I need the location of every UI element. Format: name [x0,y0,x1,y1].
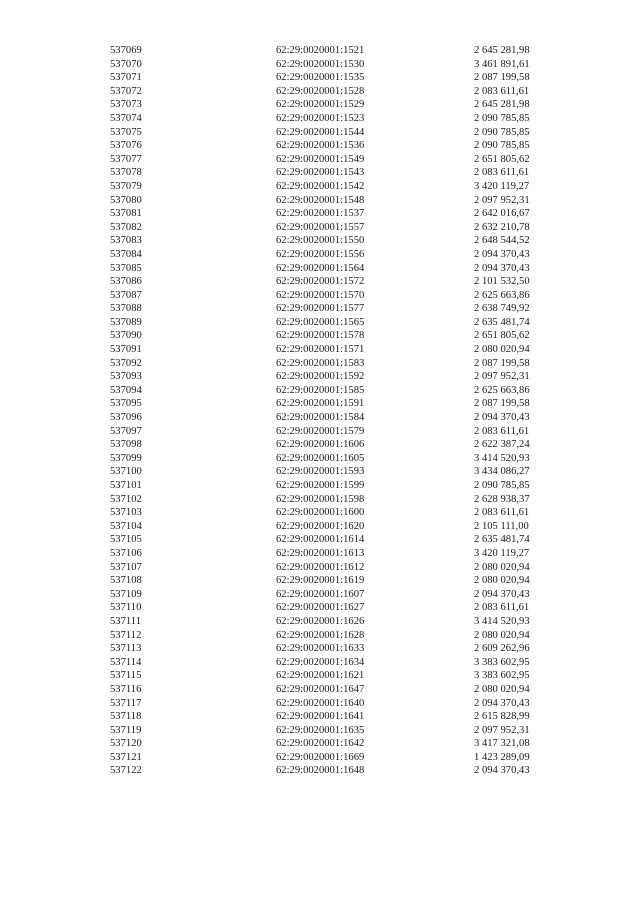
cadastral-number: 62:29:0020001:1621 [276,670,365,682]
row-number: 537070 [110,58,142,70]
cadastral-number: 62:29:0020001:1592 [276,371,365,383]
cadastral-value: 2 622 387,24 [474,439,530,451]
cadastral-number: 62:29:0020001:1572 [276,276,365,288]
row-number: 537084 [110,248,142,260]
table-row [0,533,640,547]
table-row [0,126,640,140]
row-number: 537075 [110,126,142,138]
cadastral-value: 2 645 281,98 [474,45,530,56]
table-row [0,248,640,262]
cadastral-number: 62:29:0020001:1521 [276,45,365,56]
row-number: 537087 [110,289,142,301]
cadastral-number: 62:29:0020001:1529 [276,99,365,111]
cadastral-value: 2 635 481,74 [474,316,530,328]
cadastral-value: 2 097 952,31 [474,371,530,383]
table-row [0,397,640,411]
row-number: 537110 [110,602,142,614]
row-number: 537099 [110,452,142,464]
table-row [0,588,640,602]
row-number: 537114 [110,656,142,668]
data-table [0,44,640,778]
row-number: 537116 [110,683,142,695]
row-number: 537117 [110,697,142,709]
cadastral-value: 2 090 785,85 [474,126,530,138]
cadastral-value: 2 090 785,85 [474,140,530,152]
cadastral-value: 2 609 262,96 [474,643,530,655]
cadastral-number: 62:29:0020001:1543 [276,167,365,179]
row-number: 537111 [110,615,141,627]
cadastral-value: 3 383 602,95 [474,656,530,668]
cadastral-value: 3 434 086,27 [474,466,530,478]
cadastral-value: 2 080 020,94 [474,629,530,641]
table-row [0,329,640,343]
cadastral-number: 62:29:0020001:1634 [276,656,365,668]
row-number: 537115 [110,670,142,682]
table-row [0,357,640,371]
cadastral-number: 62:29:0020001:1577 [276,303,365,315]
table-row [0,574,640,588]
cadastral-value: 2 094 370,43 [474,588,530,600]
table-row [0,289,640,303]
row-number: 537104 [110,520,142,532]
table-row [0,683,640,697]
table-row [0,411,640,425]
row-number: 537082 [110,221,142,233]
row-number: 537119 [110,724,142,736]
table-row [0,561,640,575]
row-number: 537080 [110,194,142,206]
cadastral-number: 62:29:0020001:1607 [276,588,365,600]
table-row [0,615,640,629]
table-row [0,85,640,99]
cadastral-value: 3 414 520,93 [474,452,530,464]
row-number: 537095 [110,398,142,410]
cadastral-value: 2 615 828,99 [474,711,530,723]
cadastral-number: 62:29:0020001:1619 [276,575,365,587]
cadastral-value: 2 087 199,58 [474,72,530,84]
cadastral-number: 62:29:0020001:1578 [276,330,365,342]
row-number: 537073 [110,99,142,111]
cadastral-number: 62:29:0020001:1548 [276,194,365,206]
table-row [0,629,640,643]
table-row [0,262,640,276]
cadastral-number: 62:29:0020001:1584 [276,412,365,424]
table-row [0,669,640,683]
table-row [0,384,640,398]
row-number: 537091 [110,344,142,356]
table-row [0,302,640,316]
row-number: 537106 [110,547,142,559]
table-row [0,275,640,289]
cadastral-value: 2 648 544,52 [474,235,530,247]
table-row [0,194,640,208]
cadastral-number: 62:29:0020001:1537 [276,208,365,220]
cadastral-value: 2 087 199,58 [474,357,530,369]
cadastral-value: 2 087 199,58 [474,398,530,410]
cadastral-number: 62:29:0020001:1606 [276,439,365,451]
table-row [0,221,640,235]
cadastral-number: 62:29:0020001:1570 [276,289,365,301]
cadastral-value: 2 638 749,92 [474,303,530,315]
cadastral-value: 2 083 611,61 [474,167,530,179]
table-row [0,139,640,153]
cadastral-number: 62:29:0020001:1614 [276,534,365,546]
cadastral-value: 2 105 111,00 [474,520,529,532]
cadastral-value: 2 080 020,94 [474,683,530,695]
row-number: 537078 [110,167,142,179]
row-number: 537118 [110,711,142,723]
cadastral-number: 62:29:0020001:1620 [276,520,365,532]
cadastral-value: 2 642 016,67 [474,208,530,220]
table-row [0,44,640,58]
cadastral-value: 2 094 370,43 [474,262,530,274]
table-row [0,506,640,520]
row-number: 537089 [110,316,142,328]
table-row [0,751,640,765]
row-number: 537076 [110,140,142,152]
cadastral-value: 2 635 481,74 [474,534,530,546]
table-row [0,98,640,112]
table-row [0,112,640,126]
row-number: 537069 [110,45,142,56]
cadastral-value: 2 094 370,43 [474,697,530,709]
row-number: 537085 [110,262,142,274]
table-row [0,58,640,72]
cadastral-number: 62:29:0020001:1613 [276,547,365,559]
cadastral-number: 62:29:0020001:1583 [276,357,365,369]
cadastral-number: 62:29:0020001:1642 [276,738,365,750]
cadastral-value: 3 461 891,61 [474,58,530,70]
table-row [0,642,640,656]
cadastral-value: 2 651 805,62 [474,330,530,342]
table-row [0,465,640,479]
row-number: 537097 [110,425,142,437]
cadastral-number: 62:29:0020001:1599 [276,480,365,491]
cadastral-value: 2 083 611,61 [474,602,530,614]
cadastral-value: 1 423 289,09 [474,751,530,763]
cadastral-value: 2 651 805,62 [474,153,530,165]
cadastral-number: 62:29:0020001:1544 [276,126,365,138]
cadastral-number: 62:29:0020001:1556 [276,248,365,260]
cadastral-value: 2 080 020,94 [474,344,530,356]
cadastral-number: 62:29:0020001:1640 [276,697,365,709]
table-row [0,601,640,615]
row-number: 537086 [110,276,142,288]
cadastral-value: 3 420 119,27 [474,547,530,559]
cadastral-number: 62:29:0020001:1627 [276,602,365,614]
cadastral-number: 62:29:0020001:1550 [276,235,365,247]
cadastral-number: 62:29:0020001:1530 [276,58,365,70]
cadastral-number: 62:29:0020001:1549 [276,153,365,165]
table-row [0,166,640,180]
table-row [0,656,640,670]
row-number: 537108 [110,575,142,587]
cadastral-number: 62:29:0020001:1598 [276,493,365,505]
cadastral-number: 62:29:0020001:1542 [276,180,365,192]
row-number: 537093 [110,371,142,383]
cadastral-number: 62:29:0020001:1565 [276,316,365,328]
row-number: 537098 [110,439,142,451]
cadastral-number: 62:29:0020001:1626 [276,615,365,627]
row-number: 537121 [110,751,142,763]
row-number: 537109 [110,588,142,600]
row-number: 537100 [110,466,142,478]
cadastral-value: 2 083 611,61 [474,507,530,519]
cadastral-value: 2 094 370,43 [474,412,530,424]
table-row [0,710,640,724]
table-row [0,547,640,561]
table-row [0,697,640,711]
table-row [0,343,640,357]
row-number: 537120 [110,738,142,750]
cadastral-value: 3 383 602,95 [474,670,530,682]
cadastral-number: 62:29:0020001:1612 [276,561,365,573]
cadastral-number: 62:29:0020001:1605 [276,452,365,464]
row-number: 537092 [110,357,142,369]
cadastral-value: 2 625 663,86 [474,384,530,396]
row-number: 537103 [110,507,142,519]
cadastral-number: 62:29:0020001:1648 [276,765,365,777]
cadastral-value: 2 097 952,31 [474,724,530,736]
cadastral-value: 2 645 281,98 [474,99,530,111]
table-row [0,764,640,778]
cadastral-value: 2 632 210,78 [474,221,530,233]
row-number: 537107 [110,561,142,573]
table-row [0,153,640,167]
cadastral-number: 62:29:0020001:1535 [276,72,365,84]
table-row [0,724,640,738]
cadastral-value: 2 101 532,50 [474,276,530,288]
cadastral-number: 62:29:0020001:1591 [276,398,365,410]
cadastral-number: 62:29:0020001:1593 [276,466,365,478]
table-row [0,71,640,85]
cadastral-number: 62:29:0020001:1669 [276,751,365,763]
row-number: 537101 [110,480,142,491]
row-number: 537088 [110,303,142,315]
cadastral-number: 62:29:0020001:1557 [276,221,365,233]
table-row [0,438,640,452]
cadastral-number: 62:29:0020001:1585 [276,384,365,396]
row-number: 537083 [110,235,142,247]
cadastral-number: 62:29:0020001:1564 [276,262,365,274]
cadastral-number: 62:29:0020001:1628 [276,629,365,641]
cadastral-value: 3 417 321,08 [474,738,530,750]
cadastral-value: 2 080 020,94 [474,575,530,587]
cadastral-number: 62:29:0020001:1647 [276,683,365,695]
table-row [0,479,640,493]
cadastral-number: 62:29:0020001:1579 [276,425,365,437]
table-row [0,180,640,194]
row-number: 537072 [110,85,142,97]
table-row [0,316,640,330]
table-row [0,425,640,439]
cadastral-value: 2 083 611,61 [474,85,530,97]
cadastral-value: 2 625 663,86 [474,289,530,301]
cadastral-number: 62:29:0020001:1633 [276,643,365,655]
row-number: 537102 [110,493,142,505]
row-number: 537094 [110,384,142,396]
cadastral-value: 2 090 785,85 [474,112,530,124]
row-number: 537122 [110,765,142,777]
row-number: 537074 [110,112,142,124]
cadastral-value: 3 420 119,27 [474,180,530,192]
cadastral-value: 2 628 938,37 [474,493,530,505]
row-number: 537090 [110,330,142,342]
row-number: 537112 [110,629,142,641]
cadastral-value: 2 090 785,85 [474,480,530,491]
row-number: 537105 [110,534,142,546]
table-row [0,520,640,534]
table-row [0,234,640,248]
table-row [0,207,640,221]
row-number: 537071 [110,72,142,84]
cadastral-number: 62:29:0020001:1635 [276,724,365,736]
cadastral-value: 2 083 611,61 [474,425,530,437]
cadastral-number: 62:29:0020001:1641 [276,711,365,723]
table-row [0,370,640,384]
cadastral-number: 62:29:0020001:1600 [276,507,365,519]
cadastral-value: 2 094 370,43 [474,765,530,777]
row-number: 537079 [110,180,142,192]
cadastral-value: 3 414 520,93 [474,615,530,627]
table-row [0,452,640,466]
row-number: 537077 [110,153,142,165]
cadastral-number: 62:29:0020001:1536 [276,140,365,152]
cadastral-value: 2 080 020,94 [474,561,530,573]
cadastral-number: 62:29:0020001:1528 [276,85,365,97]
cadastral-number: 62:29:0020001:1571 [276,344,365,356]
table-row [0,737,640,751]
table-row [0,493,640,507]
cadastral-value: 2 097 952,31 [474,194,530,206]
row-number: 537081 [110,208,142,220]
cadastral-number: 62:29:0020001:1523 [276,112,365,124]
row-number: 537113 [110,643,142,655]
cadastral-value: 2 094 370,43 [474,248,530,260]
row-number: 537096 [110,412,142,424]
